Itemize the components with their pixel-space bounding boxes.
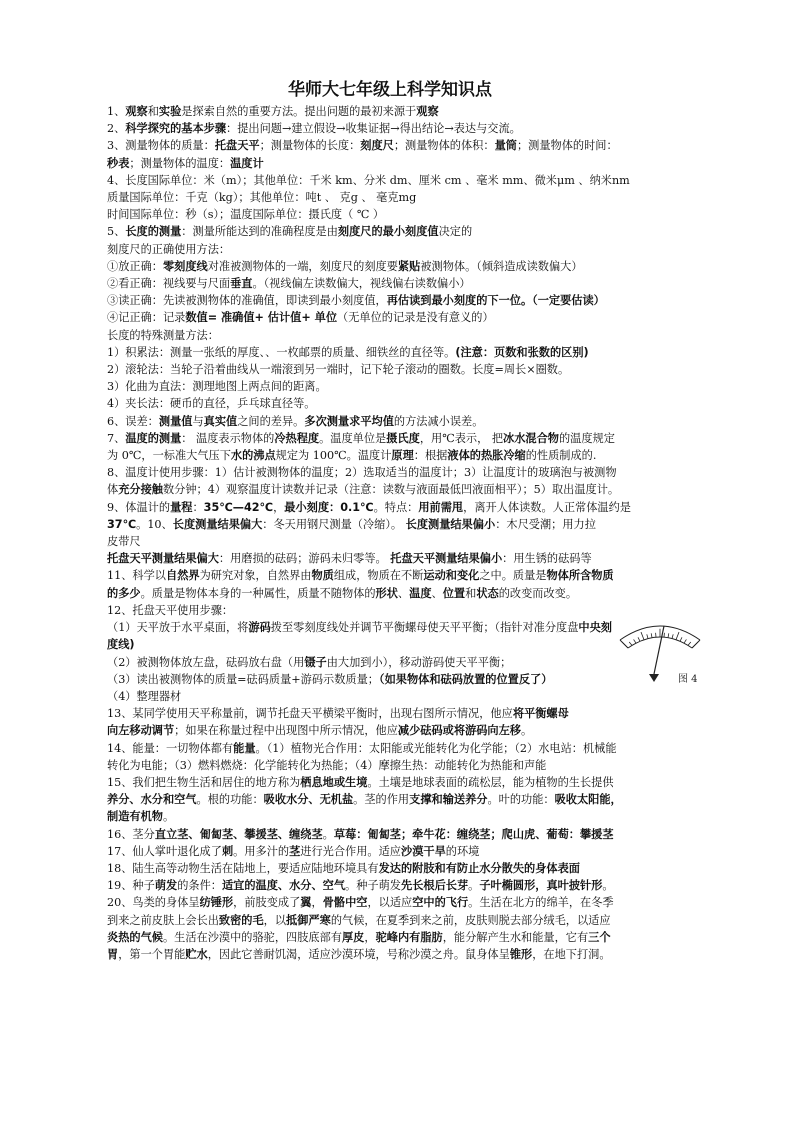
bold-segment: 炎热的气候 [107,930,163,944]
text-segment: 对准被测物体的一端，刻度尺的刻度要 [207,259,398,273]
text-segment: 的气候，在夏季到来之前，皮肤则脱去部分绒毛，以适应 [330,913,611,927]
text-line [107,550,673,567]
text-segment: 。（1）植物光合作用：太阳能或光能转化为化学能；（2）水电站：机械能 [255,741,617,755]
bold-segment: 茎 [289,844,301,858]
scale-tick [680,637,682,641]
bold-segment: 充分接触 [118,483,163,497]
bold-segment: 形状 [375,586,398,600]
bold-segment: 物质 [311,569,334,583]
text-segment: 2、 [107,122,126,136]
figure-label: 图 4 [678,674,698,685]
text-segment: 18、陆生高等动物生活在陆地上，要适应陆地环境具有 [107,861,379,875]
text-segment: 。叶的功能： [487,793,555,807]
text-segment: 。 [322,827,334,841]
text-line [107,860,673,877]
text-line [107,671,673,688]
text-segment: 之间的差异。 [237,414,305,428]
bold-segment: 长度的测量 [125,225,182,239]
text-segment: 。茎的作用 [353,793,410,807]
text-segment: 的性质制成的. [525,449,597,463]
text-segment: 刻度尺的正确使用方法： [107,242,231,256]
text-line [107,206,673,223]
text-segment: ，第一个胃能 [118,947,186,961]
text-segment: ： [192,500,204,514]
scale-tick [638,637,640,641]
text-segment: 。生活在沙漠中的骆驼，四肢底部有 [162,930,342,944]
text-segment: ；测量物体的温度： [129,156,231,170]
bold-segment: 托盘天平测量结果偏小 [390,552,503,566]
text-segment: 。用多汁的 [233,844,290,858]
text-line [107,447,673,464]
text-segment: 。 [520,724,533,738]
text-line [107,843,673,860]
text-segment: ：木尺受潮；用力拉 [495,517,596,531]
text-segment: ， [273,500,285,514]
text-segment: ： 温度表示物体的 [181,431,275,445]
text-segment: 、 [431,586,443,600]
text-line [107,774,673,791]
bold-segment: 骨骼中空 [322,896,368,910]
text-segment: 1、 [107,105,126,118]
text-segment: 数分钟；4）观察温度计读数并记录（注意：读数与液面最低凹液面相平）；5）取出温度计。 [162,483,620,497]
scale-tick [692,642,698,648]
bold-segment: 量程 [170,500,193,514]
bold-segment: 草莓：匍匐茎；牵牛花：缠绕茎；爬山虎、葡萄：攀援茎 [333,827,614,841]
text-segment: 被测物体。（倾斜造成读数偏大） [420,259,583,273]
text-line [107,894,673,911]
text-segment: ；测量物体的长度： [259,139,361,153]
scale-tick [629,642,632,645]
text-segment: 和 [465,586,477,600]
text-segment: （1）天平放于水平桌面，将 [107,621,249,635]
text-segment: 。土壤是地球表面的疏松层，能为植物的生长提供 [367,775,614,789]
bold-segment: 向左移动调节 [107,724,175,738]
text-segment: ①放正确： [107,259,163,273]
bold-segment: 液体的热胀冷缩 [447,449,526,463]
text-line [107,258,673,275]
text-segment: 7、 [107,431,126,445]
text-segment: 14、能量：一切物体都有 [107,741,234,755]
text-line [107,654,673,671]
text-segment: 的条件： [177,879,222,893]
text-segment: （无单位的记录是没有意义的） [337,311,494,325]
bold-segment: （如果物体和砝码放置的位置反了） [379,672,553,686]
scale-tick [668,633,669,637]
text-line [107,929,673,946]
bold-segment: 致密的毛 [218,913,264,927]
bold-segment: 养分、水分和空气 [107,793,197,807]
text-line [107,103,673,120]
text-segment: 19、种子 [107,879,155,893]
text-segment: ，离开人体读数。人正常体温约是 [463,500,631,514]
text-line [107,826,673,843]
bold-segment: 适宜的温度、水分、空气 [221,879,346,893]
text-segment: 8、温度计使用步骤：1）估计被测物体的温度；2）选取适当的温度计；3）让温度计的玻璃泡与被测物 [107,466,617,480]
text-line [107,585,673,602]
text-segment: 的改变而改变。 [498,586,578,600]
bold-segment: 栖息地或生境 [300,775,368,789]
bold-segment: 翼 [300,896,312,910]
text-segment: ③读正确：先读被测物体的准确值，即读到最小刻度值， [107,294,387,308]
text-segment: 组成，物质在不断 [333,569,424,583]
text-line [107,344,673,361]
text-segment: （2）被测物体放左盘，砝码放右盘（用 [107,655,305,669]
text-segment: 之中。质量是 [479,569,547,583]
bold-segment: 的多少 [107,586,141,600]
bold-segment: 纺锤形 [199,896,234,910]
text-line [107,946,673,963]
text-line [107,791,673,808]
text-line [107,619,673,636]
bold-segment: 35℃—42℃ [203,500,274,514]
text-segment: 决定的 [438,225,473,239]
bold-segment: 空中的飞行 [412,896,469,910]
text-line [107,688,673,705]
text-line [107,223,673,240]
text-segment: 的环境 [445,844,480,858]
bold-segment: 厚皮 [341,930,365,944]
text-line [107,413,673,430]
bold-segment: 直立茎、匍匐茎、攀援茎、缠绕茎 [154,827,323,841]
scale-tick [672,634,673,638]
text-segment: （3）读出被测物体的质量=砝码质量+游码示数质量； [107,672,379,686]
text-segment: 规定为 100℃。温度计 [275,449,392,463]
text-segment: 17、仙人掌叶退化成了 [107,844,222,858]
text-line [107,189,673,206]
bold-segment: 观察 [125,105,148,118]
text-segment: ，因此它善耐饥渴，适应沙漠环境，号称沙漠之舟。鼠身体呈 [207,947,510,961]
bold-segment: 锥形 [509,947,533,961]
text-line [107,120,673,137]
text-segment: 质量国际单位：千克（kg）；其他单位：吨t 、 克g 、 毫克mg [107,191,417,205]
bold-segment: 发达的附肢和有防止水分散失的身体表面 [378,861,580,875]
text-segment: 。生活在北方的绵羊，在冬季 [468,896,614,910]
text-segment: ；如果在称量过程中出现图中所示情况，他应 [174,724,398,738]
scale-tick [622,642,628,648]
bold-segment: 三个 [588,930,611,944]
bold-segment: 温度计 [230,156,264,170]
text-segment: 与 [192,414,204,428]
text-segment: ，以适应 [367,896,413,910]
text-segment: ：冬天用钢尺测量（冷缩）。 [262,517,406,531]
text-line [107,327,673,344]
bold-segment: 量筒 [494,139,517,153]
text-segment: 皮带尺 [107,535,141,549]
text-segment: （4）整理器材 [107,689,182,703]
bold-segment: 水的沸点 [230,449,276,463]
text-segment: 6、误差： [107,414,159,428]
text-segment: 2）滚轮法：当轮子沿着曲线从一端滚到另一端时，记下轮子滚动的圈数。长度=周长×圈数。 [107,363,570,377]
bold-segment: 紧贴 [397,259,421,273]
text-line [107,361,673,378]
bold-segment: 真实值 [203,414,238,428]
text-segment: 长度的特殊测量方法： [107,328,219,342]
bold-segment: (注意：页数和张数的区别) [455,345,589,359]
page-title: 华师大七年级上科学知识点 [288,80,492,100]
bold-segment: 驼峰内有脂肪 [375,930,443,944]
bold-segment: 多次测量求平均值 [304,414,394,428]
text-segment: 9、体温计的 [107,500,171,514]
bold-segment: 状态 [476,586,499,600]
bold-segment: 刻度尺的最小刻度值 [337,225,439,239]
bold-segment: 物体所含物质 [546,569,614,583]
bold-segment: 运动和变化 [423,569,480,583]
text-segment: 。10、 [136,517,173,531]
text-line [107,275,673,292]
text-segment: 到来之前皮肤上会长出 [107,913,219,927]
bold-segment: 中央刻 [578,621,612,635]
text-segment: ， [311,896,323,910]
text-segment: 和 [147,105,159,118]
bold-segment: 零刻度线 [162,259,208,273]
text-segment: 3）化曲为直法：测理地图上两点间的距离。 [107,380,327,394]
text-line [107,808,673,825]
text-segment: ：测量所能达到的准确程度是由 [181,225,338,239]
text-segment: ；测量物体的体积： [393,139,495,153]
text-segment: ，前肢变成了 [233,896,301,910]
text-segment: 1）积累法：测量一张纸的厚度、、一枚邮票的质量、细铁丝的直径等。 [107,345,456,359]
text-segment: 为 0℃，一标准大气压下 [107,449,231,463]
text-segment: 。 [602,879,614,893]
bold-segment: 观察 [416,105,439,118]
bold-segment: 冰水混合物 [503,431,559,445]
scale-tick [641,632,644,640]
text-segment: 12、托盘天平使用步骤： [107,603,234,617]
knowledge-text [107,103,673,963]
scale-tick [688,642,691,645]
text-segment: ②看正确：视线要与尺面 [107,277,231,291]
bold-segment: 度线) [107,638,135,652]
bold-segment: 秒表 [107,156,130,170]
text-segment: 20、鸟类的身体呈 [107,896,200,910]
text-segment: 5、 [107,225,126,239]
bold-segment: 自然界 [166,569,200,583]
text-segment: 。质量是物体本身的一种属性，质量不随物体的 [140,586,376,600]
text-line [107,155,673,172]
text-segment: 。温度单位是 [319,431,387,445]
text-line [107,877,673,894]
text-line [107,378,673,395]
bold-segment: 摄氏度 [386,431,420,445]
text-line [107,722,673,739]
bold-segment: 刻度尺 [360,139,394,153]
text-segment: ：用生锈的砝码等 [502,552,592,566]
pointer-base [649,674,659,682]
text-segment: 11、科学以 [107,569,166,583]
bold-segment: 原理 [391,449,414,463]
bold-segment: 吸收水分、无机盐 [263,793,354,807]
bold-segment: 先长根后长芽 [401,879,469,893]
bold-segment: 萌发 [154,879,178,893]
bold-segment: 镊子 [304,655,327,669]
bold-segment: 子叶椭圆形，真叶披针形 [479,879,603,893]
bold-segment: 抵御严寒 [286,913,331,927]
text-line [107,602,673,619]
bold-segment: 数值= 准确值+ 估计值+ 单位 [185,311,338,325]
text-segment: 拨至零刻度线处并调节平衡螺母使天平平衡；（指针对准分度盘 [270,621,579,635]
bold-segment: 温度的测量 [125,431,182,445]
text-segment: 3、测量物体的质量： [107,139,215,153]
text-segment: 16、茎分 [107,827,155,841]
bold-segment: 贮水 [185,947,208,961]
text-segment: 。种子萌发 [345,879,401,893]
document-body [107,77,673,963]
text-segment: 是探索自然的重要方法。提出问题的最初来源于 [181,105,417,118]
text-line [107,705,673,722]
text-line [107,516,673,533]
text-segment: 的温度规定 [558,431,615,445]
text-segment: 进行光合作用。适应 [300,844,401,858]
text-line [107,499,673,516]
bold-segment: 冷热程度 [274,431,320,445]
scale-tick [676,632,679,640]
text-line [107,912,673,929]
text-line [107,172,673,189]
text-line [107,636,673,653]
text-line [107,292,673,309]
bold-segment: 支撑和输送养分 [409,793,488,807]
bold-segment: 沙漠干旱 [401,844,446,858]
text-segment: ④记正确：记录 [107,311,186,325]
text-segment: ，能分解产生水和能量，它有 [442,930,589,944]
bold-segment: 能量 [233,741,256,755]
bold-segment: 37℃ [107,517,137,531]
text-segment: 。特点： [373,500,419,514]
bold-segment: 垂直 [230,277,253,291]
bold-segment: 刺 [221,844,234,858]
bold-segment: 科学探究的基本步骤 [125,122,227,136]
balance-scale-figure [616,618,704,686]
text-segment: ：根据 [413,449,448,463]
text-segment: 。 [162,810,175,824]
text-segment: ：用磨损的砝码；游码未归零等。 [218,552,391,566]
text-line [107,309,673,326]
scale-tick [634,639,636,643]
bold-segment: 再估读到最小刻度的下一位。（一定要估读） [386,294,605,308]
text-segment: 体 [107,483,119,497]
text-segment: 。（视线偏左读数偏大，视线偏右读数偏小） [252,277,471,291]
text-segment: 13、某同学使用天平称量前，调节托盘天平横梁平衡时，出现右图所示情况，他应 [107,707,513,721]
text-segment: 。 [468,879,480,893]
bold-segment: 托盘天平测量结果偏大 [107,552,219,566]
text-segment: ，在地下打洞。 [532,947,611,961]
bold-segment: 位置 [442,586,466,600]
scale-tick [651,633,652,637]
bold-segment: 长度测量结果偏大 [172,517,263,531]
text-segment: 15、我们把生物生活和居住的地方称为 [107,775,301,789]
bold-segment: 减少砝码或将游码向左移 [397,724,521,738]
bold-segment: 温度 [409,586,432,600]
bold-segment: 最小刻度：0.1℃ [284,500,374,514]
text-line [107,430,673,447]
text-segment: 、 [397,586,410,600]
bold-segment: 制造有机物 [107,810,163,824]
bold-segment: 实验 [158,105,182,118]
bold-segment: 游码 [248,621,271,635]
bold-segment: 用前需甩 [418,500,464,514]
bold-segment: 吸收太阳能， [554,793,622,807]
bold-segment: 测量值 [158,414,193,428]
text-segment: 。根的功能： [196,793,264,807]
text-segment: ，用℃表示， 把 [419,431,504,445]
text-segment: 由大加到小），移动游码使天平平衡； [326,655,512,669]
text-segment: 4）夹长法：硬币的直径，乒乓球直径等。 [107,397,316,411]
scale-tick [647,634,648,638]
text-segment: 的方法减小误差。 [393,414,484,428]
text-segment: ；测量物体的时间： [516,139,618,153]
text-line [107,567,673,584]
bold-segment: 将平衡螺母 [512,707,569,721]
text-line [107,757,673,774]
scale-tick [684,639,686,643]
text-segment: 4、长度国际单位：米（m）；其他单位：千米 km、分米 dm、厘米 cm 、毫米 mm、微米μm 、纳米nm [107,173,630,187]
text-line [107,464,673,481]
text-line [107,740,673,757]
text-line [107,395,673,412]
bold-segment: 托盘天平 [214,139,260,153]
text-line [107,137,673,154]
text-segment: ：提出问题→建立假设→收集证据→得出结论→表达与交流。 [226,122,521,136]
text-line [107,241,673,258]
text-line [107,481,673,498]
bold-segment: 胃 [107,947,119,961]
bold-segment: 长度测量结果偏小 [405,517,496,531]
text-segment: ， [364,930,376,944]
text-segment: ，以 [263,913,287,927]
text-segment: 转化为电能；（3）燃料燃烧：化学能转化为热能；（4）摩擦生热：动能转化为热能和声能 [107,758,547,772]
text-segment: 时间国际单位：秒（s）；温度国际单位：摄氏度（ ℃ ） [107,208,385,222]
text-line [107,533,673,550]
text-segment: 为研究对象，自然界由 [199,569,312,583]
